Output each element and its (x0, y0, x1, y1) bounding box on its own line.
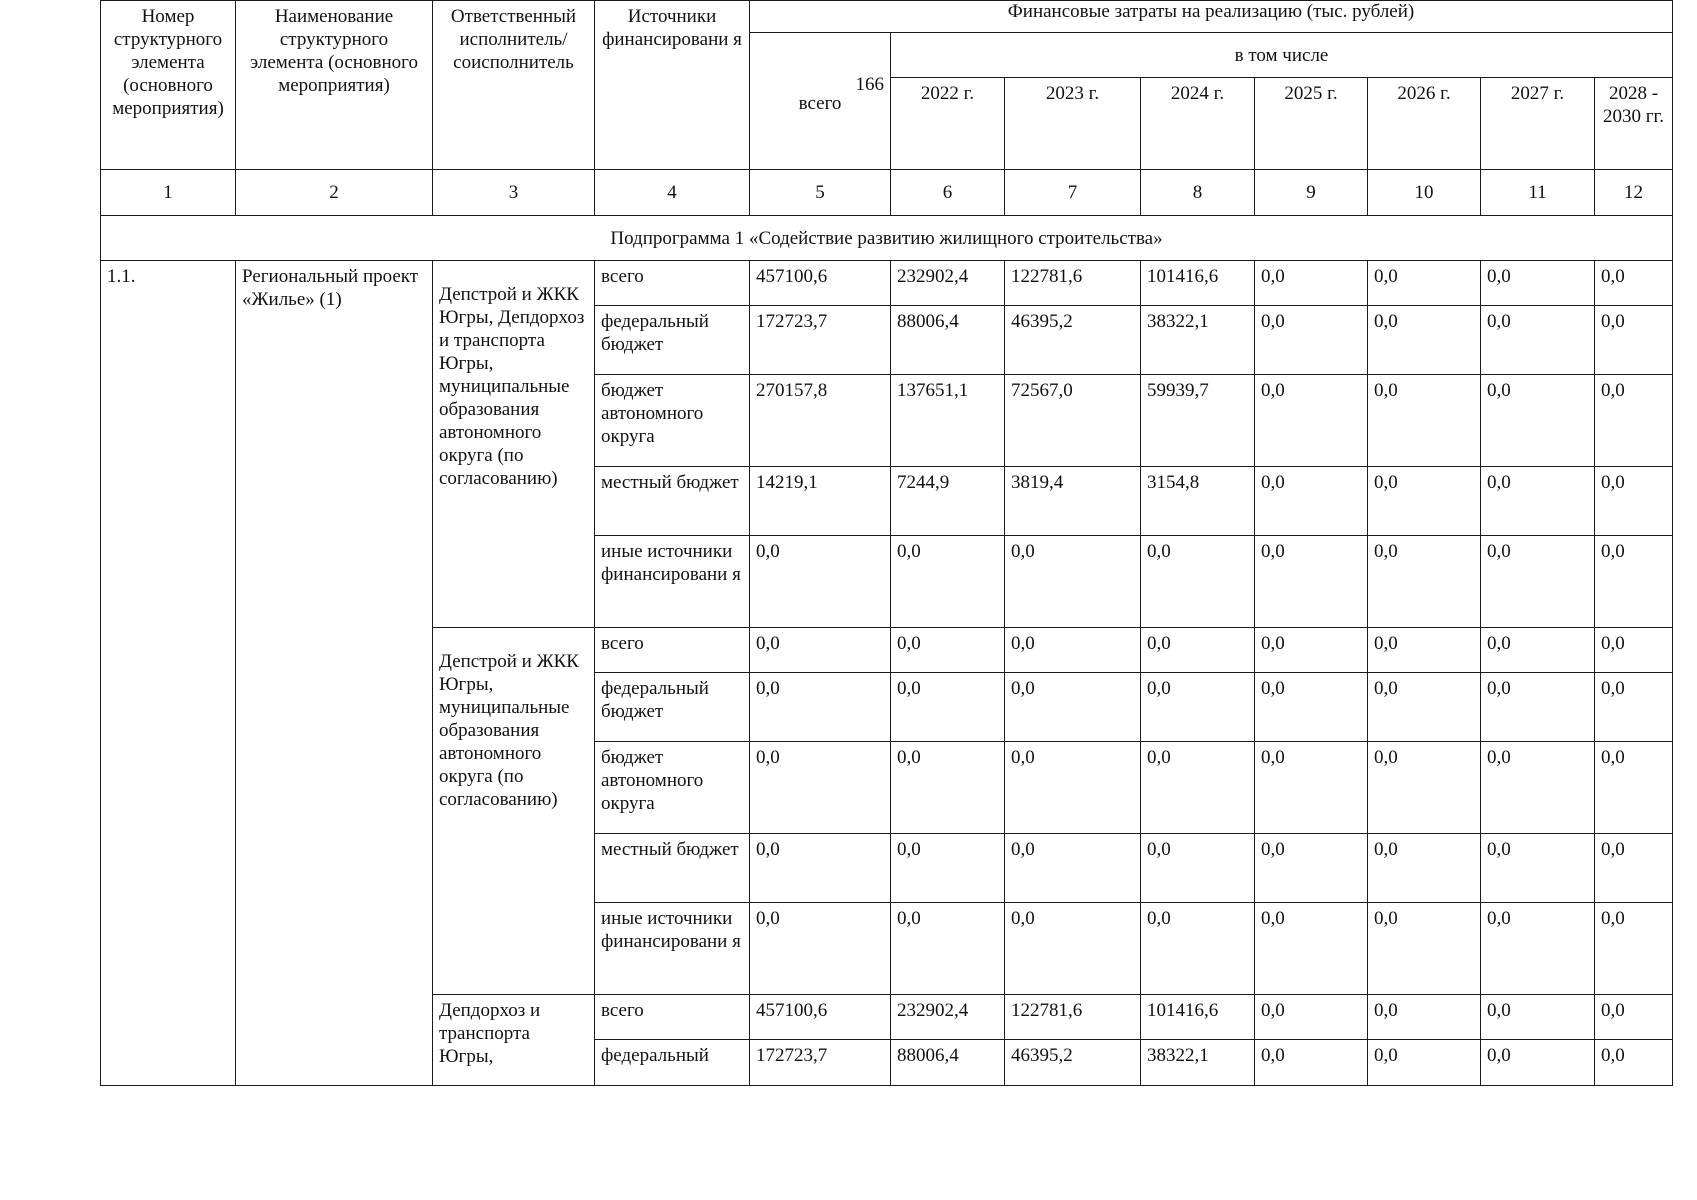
value-cell: 0,0 (1481, 995, 1595, 1040)
value-cell: 0,0 (1368, 536, 1481, 628)
value-cell: 0,0 (1481, 628, 1595, 673)
value-cell: 0,0 (891, 628, 1005, 673)
source-cell: иные источники финансировани я (595, 536, 750, 628)
header-year: 2028 - 2030 гг. (1595, 78, 1673, 170)
value-cell: 0,0 (1255, 673, 1368, 742)
header-total-label: всего (798, 92, 842, 114)
value-cell: 0,0 (1481, 834, 1595, 903)
value-cell: 0,0 (1005, 536, 1141, 628)
value-cell: 0,0 (891, 903, 1005, 995)
responsible-executor: Депдорхоз и транспорта Югры, (433, 995, 595, 1086)
value-cell: 0,0 (1595, 995, 1673, 1040)
column-number: 9 (1255, 170, 1368, 216)
source-cell: местный бюджет (595, 834, 750, 903)
value-cell: 232902,4 (891, 261, 1005, 306)
value-cell: 46395,2 (1005, 306, 1141, 375)
value-cell: 0,0 (1595, 467, 1673, 536)
page-number: 166 (855, 74, 884, 95)
header-including: в том числе (891, 33, 1673, 78)
source-cell: бюджет автономного округа (595, 742, 750, 834)
value-cell: 101416,6 (1141, 995, 1255, 1040)
column-number: 4 (595, 170, 750, 216)
value-cell: 172723,7 (750, 1040, 891, 1086)
value-cell: 0,0 (1141, 834, 1255, 903)
value-cell: 270157,8 (750, 375, 891, 467)
value-cell: 46395,2 (1005, 1040, 1141, 1086)
header-year: 2024 г. (1141, 78, 1255, 170)
value-cell: 0,0 (1141, 742, 1255, 834)
value-cell: 0,0 (1005, 628, 1141, 673)
value-cell: 0,0 (1368, 1040, 1481, 1086)
value-cell: 0,0 (1481, 375, 1595, 467)
value-cell: 0,0 (1005, 742, 1141, 834)
financing-table (100, 0, 1673, 1086)
value-cell: 0,0 (1481, 742, 1595, 834)
value-cell: 0,0 (750, 834, 891, 903)
source-cell: федеральный бюджет (595, 673, 750, 742)
value-cell: 0,0 (1141, 673, 1255, 742)
value-cell: 0,0 (1595, 261, 1673, 306)
value-cell: 0,0 (1005, 834, 1141, 903)
value-cell: 38322,1 (1141, 1040, 1255, 1086)
header-col-responsible: Ответственный исполнитель/ соисполнитель (433, 1, 595, 170)
header-row-1 (101, 1, 1673, 33)
value-cell: 0,0 (1595, 834, 1673, 903)
value-cell: 0,0 (1595, 628, 1673, 673)
value-cell: 0,0 (1368, 673, 1481, 742)
source-cell: бюджет автономного округа (595, 375, 750, 467)
header-col-sources: Источники финансировани я (595, 1, 750, 170)
value-cell: 0,0 (1368, 628, 1481, 673)
value-cell: 0,0 (750, 903, 891, 995)
subprogram-row (101, 216, 1673, 261)
header-total (750, 33, 891, 170)
value-cell: 0,0 (1255, 742, 1368, 834)
header-year: 2025 г. (1255, 78, 1368, 170)
value-cell: 232902,4 (891, 995, 1005, 1040)
value-cell: 0,0 (1595, 1040, 1673, 1086)
value-cell: 0,0 (1481, 467, 1595, 536)
element-number: 1.1. (101, 261, 236, 1086)
column-number: 12 (1595, 170, 1673, 216)
value-cell: 88006,4 (891, 1040, 1005, 1086)
value-cell: 0,0 (750, 742, 891, 834)
value-cell: 0,0 (1141, 536, 1255, 628)
value-cell: 0,0 (1141, 628, 1255, 673)
column-number: 5 (750, 170, 891, 216)
value-cell: 0,0 (1005, 673, 1141, 742)
header-year: 2027 г. (1481, 78, 1595, 170)
value-cell: 0,0 (1255, 834, 1368, 903)
subprogram-title: Подпрограмма 1 «Содействие развитию жилищного строительства» (101, 216, 1673, 261)
value-cell: 172723,7 (750, 306, 891, 375)
value-cell: 0,0 (1368, 834, 1481, 903)
value-cell: 0,0 (1481, 903, 1595, 995)
value-cell: 0,0 (1141, 903, 1255, 995)
header-year: 2023 г. (1005, 78, 1141, 170)
value-cell: 0,0 (1255, 1040, 1368, 1086)
value-cell: 0,0 (1368, 375, 1481, 467)
value-cell: 101416,6 (1141, 261, 1255, 306)
value-cell: 3819,4 (1005, 467, 1141, 536)
value-cell: 0,0 (1255, 995, 1368, 1040)
column-number: 1 (101, 170, 236, 216)
value-cell: 0,0 (1368, 306, 1481, 375)
value-cell: 0,0 (1255, 306, 1368, 375)
value-cell: 0,0 (1481, 536, 1595, 628)
value-cell: 59939,7 (1141, 375, 1255, 467)
value-cell: 0,0 (1368, 903, 1481, 995)
value-cell: 0,0 (1255, 903, 1368, 995)
value-cell: 88006,4 (891, 306, 1005, 375)
source-cell: всего (595, 261, 750, 306)
value-cell: 0,0 (750, 628, 891, 673)
column-number: 11 (1481, 170, 1595, 216)
value-cell: 0,0 (1481, 306, 1595, 375)
value-cell: 0,0 (1481, 673, 1595, 742)
header-financial-title: Финансовые затраты на реализацию (тыс. рублей) (750, 1, 1673, 33)
table-row (101, 261, 1673, 306)
value-cell: 7244,9 (891, 467, 1005, 536)
value-cell: 0,0 (891, 536, 1005, 628)
value-cell: 0,0 (1368, 261, 1481, 306)
value-cell: 0,0 (1255, 536, 1368, 628)
value-cell: 0,0 (1595, 903, 1673, 995)
value-cell: 38322,1 (1141, 306, 1255, 375)
value-cell: 0,0 (891, 834, 1005, 903)
column-number: 2 (236, 170, 433, 216)
value-cell: 0,0 (1255, 261, 1368, 306)
value-cell: 0,0 (891, 673, 1005, 742)
value-cell: 0,0 (750, 536, 891, 628)
value-cell: 0,0 (1481, 1040, 1595, 1086)
value-cell: 0,0 (1595, 375, 1673, 467)
value-cell: 137651,1 (891, 375, 1005, 467)
value-cell: 0,0 (750, 673, 891, 742)
source-cell: федеральный бюджет (595, 306, 750, 375)
source-cell: местный бюджет (595, 467, 750, 536)
column-number: 7 (1005, 170, 1141, 216)
header-year: 2022 г. (891, 78, 1005, 170)
value-cell: 0,0 (1368, 995, 1481, 1040)
source-cell: федеральный (595, 1040, 750, 1086)
value-cell: 0,0 (1368, 742, 1481, 834)
source-cell: всего (595, 995, 750, 1040)
value-cell: 0,0 (1595, 673, 1673, 742)
value-cell: 0,0 (1481, 261, 1595, 306)
element-name: Региональный проект «Жилье» (1) (236, 261, 433, 1086)
value-cell: 0,0 (1368, 467, 1481, 536)
value-cell: 0,0 (1595, 742, 1673, 834)
value-cell: 0,0 (1255, 628, 1368, 673)
column-number: 8 (1141, 170, 1255, 216)
source-cell: иные источники финансировани я (595, 903, 750, 995)
value-cell: 72567,0 (1005, 375, 1141, 467)
value-cell: 14219,1 (750, 467, 891, 536)
column-number: 6 (891, 170, 1005, 216)
value-cell: 0,0 (1005, 903, 1141, 995)
source-cell: всего (595, 628, 750, 673)
header-col-number: Номер структурного элемента (основного мероприятия) (101, 1, 236, 170)
value-cell: 0,0 (1595, 536, 1673, 628)
responsible-executor: Депстрой и ЖКК Югры, муниципальные образования автономного округа (по согласованию) (433, 628, 595, 995)
value-cell: 3154,8 (1141, 467, 1255, 536)
value-cell: 0,0 (1595, 306, 1673, 375)
header-col-name: Наименование структурного элемента (основного мероприятия) (236, 1, 433, 170)
value-cell: 0,0 (891, 742, 1005, 834)
value-cell: 0,0 (1255, 375, 1368, 467)
responsible-executor: Депстрой и ЖКК Югры, Депдорхоз и транспорта Югры, муниципальные образования автономного округа (по согласованию) (433, 261, 595, 628)
value-cell: 0,0 (1255, 467, 1368, 536)
column-number-row (101, 170, 1673, 216)
column-number: 10 (1368, 170, 1481, 216)
value-cell: 122781,6 (1005, 261, 1141, 306)
value-cell: 457100,6 (750, 995, 891, 1040)
value-cell: 122781,6 (1005, 995, 1141, 1040)
value-cell: 457100,6 (750, 261, 891, 306)
column-number: 3 (433, 170, 595, 216)
header-year: 2026 г. (1368, 78, 1481, 170)
